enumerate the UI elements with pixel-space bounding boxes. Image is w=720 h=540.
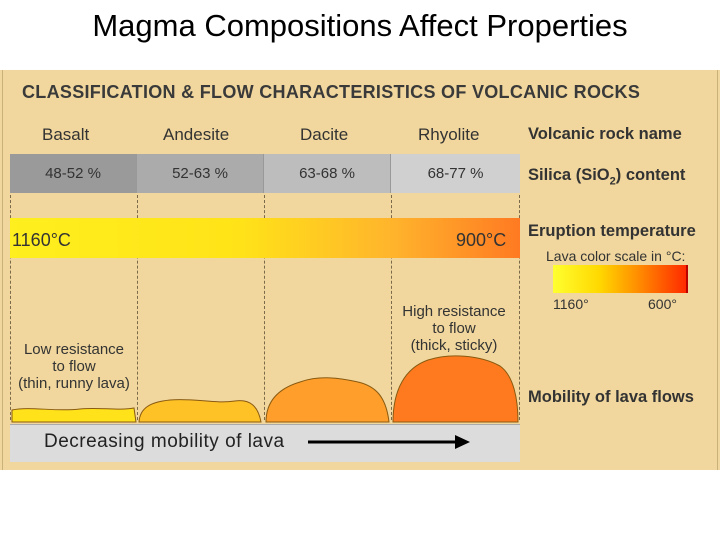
slide-title: Magma Compositions Affect Properties [92,8,628,43]
temperature-low: 900°C [456,230,507,250]
silica-cell-rhyolite: 68-77 % [391,154,520,193]
lava-flow-basalt [12,408,136,422]
temperature-high: 1160°C [12,230,71,250]
low-resistance-line: (thin, runny lava) [18,375,130,392]
mobility-arrow-icon [300,432,475,452]
silica-cell-dacite: 63-68 % [264,154,391,193]
silica-subscript: 2 [609,175,616,188]
classification-panel [0,70,720,470]
lava-flow-rhyolite [393,356,518,422]
lava-flow-dacite [266,378,389,422]
volcanic-rock-name-label: Volcanic rock name [528,125,682,143]
scale-low-label: 1160° [553,296,589,312]
mobility-arrow-text: Decreasing mobility of lava [44,431,285,452]
rock-name-andesite: Andesite [163,125,230,144]
lava-scale-label: Lava color scale in °C: [546,248,686,264]
rock-name-rhyolite: Rhyolite [418,125,480,144]
mobility-label: Mobility of lava flows [528,388,694,406]
lava-flow-andesite [139,400,261,422]
scale-high-label: 600° [648,296,677,312]
low-resistance-line: to flow [52,358,96,375]
high-resistance-line: to flow [432,320,476,337]
rock-name-dacite: Dacite [300,125,349,144]
high-resistance-line: (thick, sticky) [410,337,498,354]
silica-cell-andesite: 52-63 % [137,154,264,193]
lava-flows [0,70,720,470]
low-resistance-line: Low resistance [23,341,125,358]
eruption-temperature-label: Eruption temperature [528,222,696,240]
silica-content-label: Silica (SiO$_2$) content [528,166,686,188]
high-resistance-line: High resistance [402,303,506,320]
silica-cell-basalt: 48-52 % [10,154,137,193]
panel-heading: CLASSIFICATION & FLOW CHARACTERISTICS OF VOLCANIC ROCKS [22,82,641,102]
rock-name-basalt: Basalt [42,125,90,144]
